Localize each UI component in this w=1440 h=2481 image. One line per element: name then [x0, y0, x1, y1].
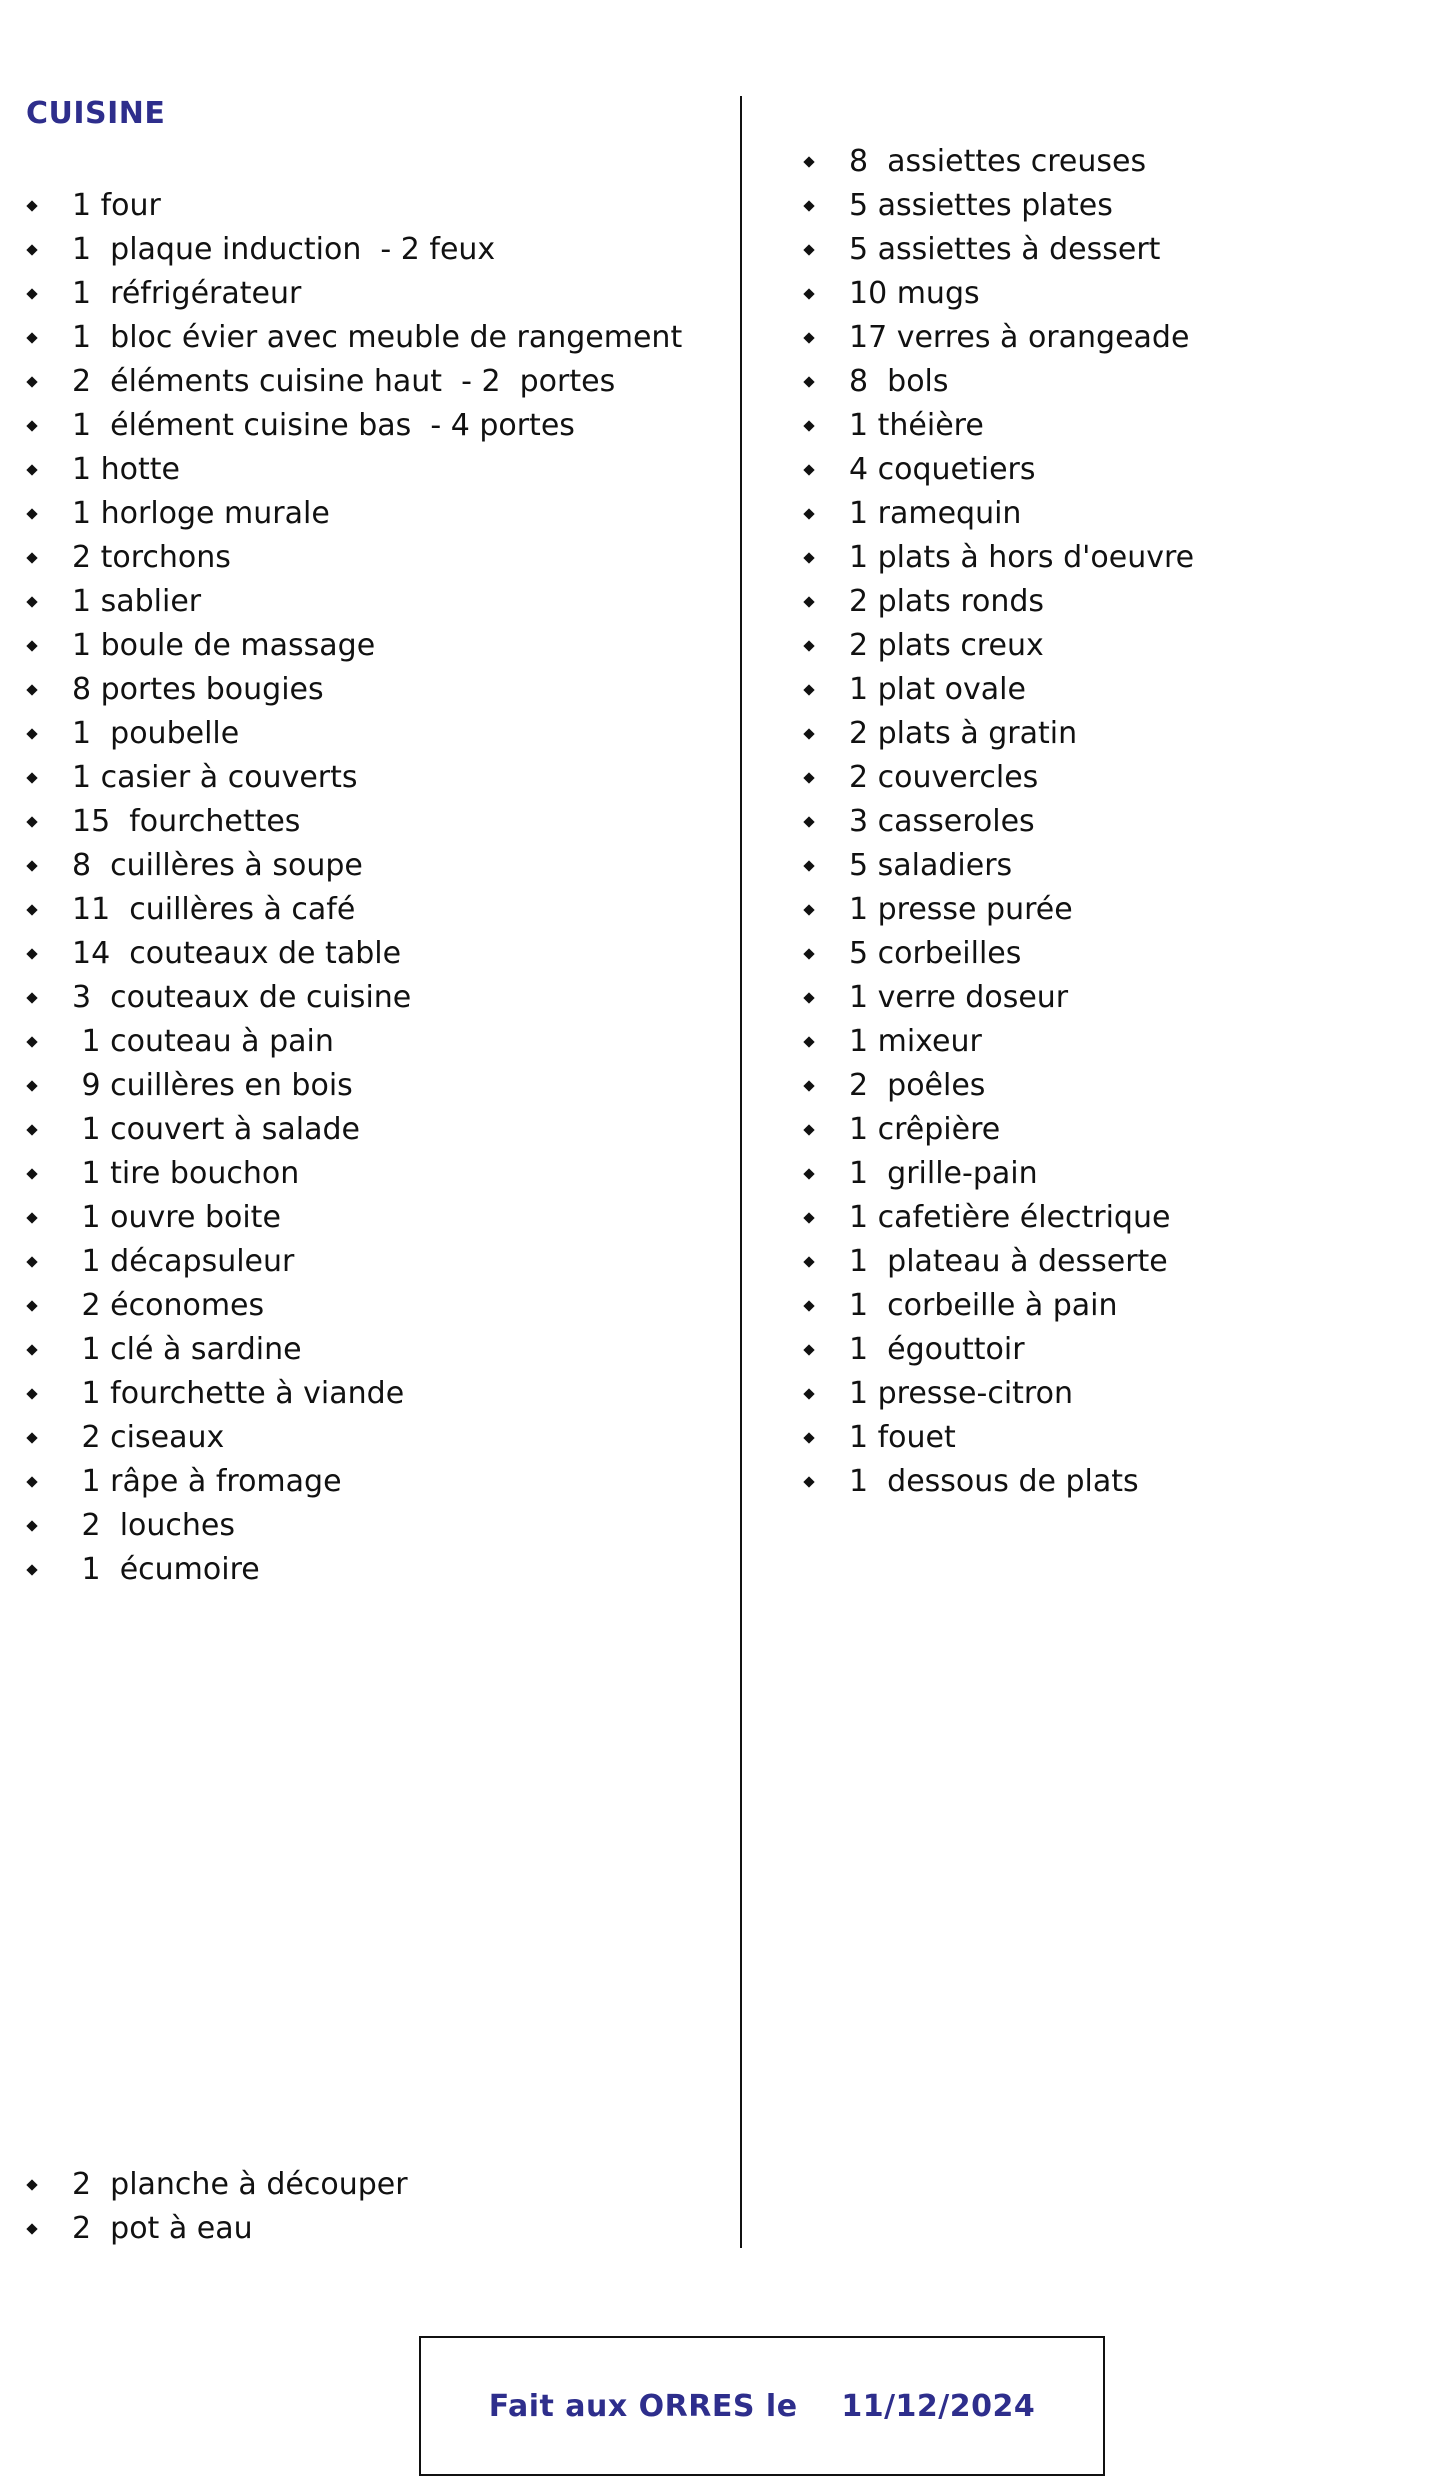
list-item-label: 1 plat ovale	[849, 672, 1026, 707]
list-item-label: 1 fourchette à viande	[72, 1376, 405, 1411]
list-item-label: 2 économes	[72, 1288, 265, 1323]
list-item-label: 1 couvert à salade	[72, 1112, 361, 1147]
diamond-bullet-icon	[26, 1256, 37, 1267]
list-item	[803, 360, 1194, 404]
diamond-bullet-icon	[803, 992, 814, 1003]
diamond-bullet-icon	[26, 244, 37, 255]
footer-text: Fait aux ORRES le 11/12/2024	[488, 2388, 1036, 2424]
list-item	[26, 1548, 682, 1592]
diamond-bullet-icon	[26, 332, 37, 343]
list-item-label: 5 assiettes plates	[849, 188, 1113, 223]
diamond-bullet-icon	[26, 1036, 37, 1047]
list-item-label: 1 sablier	[72, 584, 202, 619]
list-item	[26, 272, 682, 316]
diamond-bullet-icon	[803, 244, 814, 255]
list-item	[26, 976, 682, 1020]
list-item-label: 5 assiettes à dessert	[849, 232, 1161, 267]
list-item-label: 10 mugs	[849, 276, 980, 311]
list-item	[803, 580, 1194, 624]
list-item-label: 14 couteaux de table	[72, 936, 402, 971]
list-item	[803, 1240, 1194, 1284]
list-item	[803, 1416, 1194, 1460]
list-item-label: 5 saladiers	[849, 848, 1013, 883]
diamond-bullet-icon	[803, 1212, 814, 1223]
list-item-label: 1 clé à sardine	[72, 1332, 302, 1367]
list-item-label: 2 plats creux	[849, 628, 1044, 663]
list-item-label: 1 hotte	[72, 452, 180, 487]
diamond-bullet-icon	[803, 1080, 814, 1091]
list-item	[803, 1328, 1194, 1372]
diamond-bullet-icon	[26, 1300, 37, 1311]
list-item	[803, 844, 1194, 888]
list-item	[26, 1240, 682, 1284]
list-item-label: 1 élément cuisine bas - 4 portes	[72, 408, 575, 443]
list-item	[26, 404, 682, 448]
list-item-label: 1 presse-citron	[849, 1376, 1073, 1411]
footer-box	[419, 2336, 1105, 2476]
list-item-label: 2 plats à gratin	[849, 716, 1078, 751]
list-item	[26, 448, 682, 492]
list-item	[26, 1284, 682, 1328]
list-item-label: 1 plateau à desserte	[849, 1244, 1168, 1279]
list-item-label: 1 mixeur	[849, 1024, 982, 1059]
list-item-label: 1 casier à couverts	[72, 760, 358, 795]
diamond-bullet-icon	[803, 596, 814, 607]
list-item	[26, 2207, 408, 2251]
list-item-label: 1 poubelle	[72, 716, 240, 751]
list-item-label: 8 cuillères à soupe	[72, 848, 363, 883]
diamond-bullet-icon	[26, 200, 37, 211]
list-item	[26, 580, 682, 624]
diamond-bullet-icon	[803, 464, 814, 475]
diamond-bullet-icon	[26, 1476, 37, 1487]
diamond-bullet-icon	[26, 288, 37, 299]
list-item	[26, 492, 682, 536]
diamond-bullet-icon	[26, 596, 37, 607]
list-item	[26, 316, 682, 360]
list-item	[803, 1108, 1194, 1152]
list-item	[803, 932, 1194, 976]
list-item-label: 1 réfrigérateur	[72, 276, 302, 311]
list-item	[803, 1284, 1194, 1328]
list-item-label: 1 décapsuleur	[72, 1244, 295, 1279]
list-item-label: 1 boule de massage	[72, 628, 376, 663]
diamond-bullet-icon	[26, 640, 37, 651]
diamond-bullet-icon	[803, 640, 814, 651]
diamond-bullet-icon	[803, 508, 814, 519]
diamond-bullet-icon	[26, 2223, 37, 2234]
list-item-label: 2 planche à découper	[72, 2167, 408, 2202]
list-item-label: 3 casseroles	[849, 804, 1035, 839]
list-item-label: 9 cuillères en bois	[72, 1068, 353, 1103]
list-item	[803, 404, 1194, 448]
list-item	[26, 1152, 682, 1196]
diamond-bullet-icon	[26, 1564, 37, 1575]
diamond-bullet-icon	[26, 1520, 37, 1531]
diamond-bullet-icon	[803, 816, 814, 827]
list-item	[26, 1020, 682, 1064]
list-item-label: 1 plaque induction - 2 feux	[72, 232, 496, 267]
right-inventory-list	[803, 140, 1194, 1504]
diamond-bullet-icon	[26, 552, 37, 563]
list-item	[26, 1416, 682, 1460]
list-item	[26, 360, 682, 404]
list-item	[26, 756, 682, 800]
list-item-label: 1 horloge murale	[72, 496, 330, 531]
list-item-label: 2 poêles	[849, 1068, 986, 1103]
list-item-label: 1 ramequin	[849, 496, 1022, 531]
list-item	[26, 1108, 682, 1152]
list-item-label: 1 crêpière	[849, 1112, 1001, 1147]
diamond-bullet-icon	[26, 772, 37, 783]
list-item-label: 8 assiettes creuses	[849, 144, 1147, 179]
list-item	[26, 844, 682, 888]
list-item-label: 2 ciseaux	[72, 1420, 225, 1455]
diamond-bullet-icon	[803, 860, 814, 871]
diamond-bullet-icon	[26, 2179, 37, 2190]
diamond-bullet-icon	[803, 1432, 814, 1443]
diamond-bullet-icon	[803, 288, 814, 299]
list-item	[26, 2163, 408, 2207]
list-item-label: 2 pot à eau	[72, 2211, 253, 2246]
list-item-label: 1 cafetière électrique	[849, 1200, 1171, 1235]
list-item	[26, 1504, 682, 1548]
list-item-label: 1 plats à hors d'oeuvre	[849, 540, 1195, 575]
diamond-bullet-icon	[803, 1168, 814, 1179]
diamond-bullet-icon	[26, 1388, 37, 1399]
list-item-label: 1 écumoire	[72, 1552, 260, 1587]
column-divider	[740, 96, 742, 2248]
diamond-bullet-icon	[26, 1080, 37, 1091]
list-item	[803, 1196, 1194, 1240]
list-item	[26, 1064, 682, 1108]
diamond-bullet-icon	[26, 376, 37, 387]
list-item-label: 1 dessous de plats	[849, 1464, 1139, 1499]
list-item-label: 1 presse purée	[849, 892, 1073, 927]
list-item-label: 1 couteau à pain	[72, 1024, 334, 1059]
list-item-label: 1 verre doseur	[849, 980, 1069, 1015]
list-item	[803, 712, 1194, 756]
diamond-bullet-icon	[803, 376, 814, 387]
diamond-bullet-icon	[26, 816, 37, 827]
diamond-bullet-icon	[803, 552, 814, 563]
list-item	[26, 624, 682, 668]
list-item	[803, 624, 1194, 668]
diamond-bullet-icon	[26, 1124, 37, 1135]
list-item	[26, 668, 682, 712]
diamond-bullet-icon	[26, 904, 37, 915]
list-item	[803, 668, 1194, 712]
list-item	[803, 1020, 1194, 1064]
diamond-bullet-icon	[26, 860, 37, 871]
list-item	[26, 800, 682, 844]
list-item	[803, 976, 1194, 1020]
diamond-bullet-icon	[803, 1256, 814, 1267]
list-item	[803, 1064, 1194, 1108]
list-item	[803, 536, 1194, 580]
diamond-bullet-icon	[803, 156, 814, 167]
diamond-bullet-icon	[803, 200, 814, 211]
list-item-label: 1 râpe à fromage	[72, 1464, 342, 1499]
list-item-label: 4 coquetiers	[849, 452, 1036, 487]
diamond-bullet-icon	[26, 1212, 37, 1223]
diamond-bullet-icon	[26, 948, 37, 959]
list-item	[26, 228, 682, 272]
diamond-bullet-icon	[26, 1344, 37, 1355]
list-item	[803, 184, 1194, 228]
list-item-label: 11 cuillères à café	[72, 892, 356, 927]
diamond-bullet-icon	[26, 1168, 37, 1179]
diamond-bullet-icon	[803, 1124, 814, 1135]
list-item-label: 1 égouttoir	[849, 1332, 1025, 1367]
diamond-bullet-icon	[803, 948, 814, 959]
diamond-bullet-icon	[803, 772, 814, 783]
list-item	[803, 1460, 1194, 1504]
list-item-label: 1 fouet	[849, 1420, 956, 1455]
list-item	[803, 800, 1194, 844]
list-item	[26, 536, 682, 580]
list-item	[26, 184, 682, 228]
diamond-bullet-icon	[803, 1476, 814, 1487]
list-item-label: 5 corbeilles	[849, 936, 1022, 971]
list-item	[26, 1460, 682, 1504]
list-item-label: 2 couvercles	[849, 760, 1039, 795]
list-item	[803, 448, 1194, 492]
diamond-bullet-icon	[803, 420, 814, 431]
list-item	[26, 888, 682, 932]
list-item	[803, 316, 1194, 360]
list-item-label: 1 grille-pain	[849, 1156, 1038, 1191]
list-item	[26, 1196, 682, 1240]
list-item	[803, 1152, 1194, 1196]
diamond-bullet-icon	[26, 420, 37, 431]
list-item-label: 1 théière	[849, 408, 984, 443]
list-item	[26, 932, 682, 976]
diamond-bullet-icon	[26, 992, 37, 1003]
diamond-bullet-icon	[803, 1036, 814, 1047]
list-item	[26, 1372, 682, 1416]
diamond-bullet-icon	[803, 1344, 814, 1355]
diamond-bullet-icon	[803, 1388, 814, 1399]
list-item-label: 1 ouvre boite	[72, 1200, 281, 1235]
diamond-bullet-icon	[26, 684, 37, 695]
list-item-label: 1 four	[72, 188, 161, 223]
list-item	[803, 1372, 1194, 1416]
list-item-label: 1 corbeille à pain	[849, 1288, 1118, 1323]
list-item-label: 1 tire bouchon	[72, 1156, 300, 1191]
diamond-bullet-icon	[26, 508, 37, 519]
list-item-label: 2 éléments cuisine haut - 2 portes	[72, 364, 616, 399]
list-item-label: 3 couteaux de cuisine	[72, 980, 412, 1015]
diamond-bullet-icon	[803, 728, 814, 739]
diamond-bullet-icon	[803, 1300, 814, 1311]
bottom-inventory-list	[26, 2163, 408, 2251]
left-inventory-list	[26, 184, 682, 1592]
list-item-label: 8 portes bougies	[72, 672, 324, 707]
diamond-bullet-icon	[803, 684, 814, 695]
diamond-bullet-icon	[803, 332, 814, 343]
diamond-bullet-icon	[26, 464, 37, 475]
list-item-label: 2 plats ronds	[849, 584, 1045, 619]
list-item	[26, 1328, 682, 1372]
list-item	[803, 228, 1194, 272]
diamond-bullet-icon	[803, 904, 814, 915]
section-title: CUISINE	[26, 96, 166, 131]
list-item	[803, 492, 1194, 536]
list-item-label: 1 bloc évier avec meuble de rangement	[72, 320, 683, 355]
list-item	[803, 272, 1194, 316]
list-item-label: 2 louches	[72, 1508, 235, 1543]
list-item-label: 17 verres à orangeade	[849, 320, 1190, 355]
list-item-label: 2 torchons	[72, 540, 231, 575]
diamond-bullet-icon	[26, 1432, 37, 1443]
list-item-label: 15 fourchettes	[72, 804, 301, 839]
list-item	[803, 888, 1194, 932]
list-item	[26, 712, 682, 756]
list-item	[803, 140, 1194, 184]
diamond-bullet-icon	[26, 728, 37, 739]
list-item	[803, 756, 1194, 800]
list-item-label: 8 bols	[849, 364, 949, 399]
